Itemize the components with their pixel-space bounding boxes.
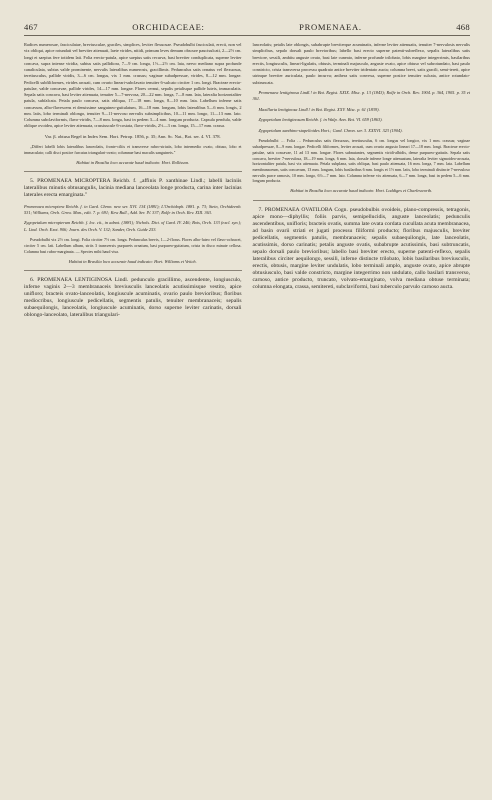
species-synonyms-5: Zygopetalum micropterum Reichb. f. loc. cit., in adnot. (1881); Nichols. Dict. of Gard. IV. 246; Bois, Orch. 133 (excl. syn.); L. Lind. Orch. Exot. 906; Journ. des Orch. V. 132; Sander, Orch. Guide 253. — [24, 220, 242, 232]
species-heading-5: 5. PROMENAEA MICROPTERA Reichb. f. „affinis P. xanthinae Lindl.; labelli laciniis lateralibus minutis obtusangulis, lacinia mediana lanceolata longe producta, carina inter lacinias laterales erecta emarginata." — [24, 178, 242, 199]
page-number-left: 467 — [24, 22, 38, 32]
species-heading-7: 7. PROMENAEA OVATILOBA Cogn. pseudobulbis ovoideis, plano-compressis, tetragonis, apice mono—diphyllis; foliis parvis, semipellucidis, anguste lanceolatis; pedunculis ascendentibus, unifloris; bracteis ovatis, summa late ovata cordata cucullata acuta membranacea, ad basin ovarii striati et jugati processu filiformi producto; floribus majusculis, breviter pedicellatis, segmentis patulis, membranaceis; sepalis subaequilongis, late lanceolatis, acutissimis, dorso carinatis; petalis anguste ovatis, subabrupte acutissimis, basi subtruncatis, sepalo dorsali paulo brevioribus; labello basi breviter erecto, superne patenti-reflexo, sepalis lateralibus circiter aequilongo, sessili, inferne distincte trilobato, lobis basilaribus breviusculis, erectis, obtusis, margine leviter undulatis, lobo terminali amplo, anguste ovato, apice abrupte obtusiusculo, basi valde constricto, margine integerrimo non undulato, callo basilari transverso, carnoso, antice producto, truncato, volvato-emarginato, volva mediana obtuse terminata; columna elongata, crassa, semitereti, subclaviformi, basi tuberculo parvulo carnoso aucta. — [252, 206, 470, 290]
section-divider — [253, 200, 471, 201]
right-column — [253, 42, 471, 323]
header-title-left: ORCHIDACEAE: — [132, 22, 205, 32]
species-synonym-6b: Zygopetalum lentiginosum Reichb. f. in Walp. Ann. Bot. VI. 659 (1863). — [258, 117, 383, 123]
left-column — [24, 42, 242, 323]
species-description-5: Pseudobulbi vix 2½ cm. longi. Folia circiter 7½ cm. longa. Pedunculus brevis, 1—2-florus. Flores albo-luteo vel flavo-ochracei, circiter 5 cm. lati. Labellum album, striis 3 transversis purpureis ornatum, basi purpureo-guttatum, crista in disco minute cellosa. Columna basi rubro-marginata. — Species mihi haud visa. — [24, 237, 242, 254]
variety-reference: Var. β. obtusa Regel in Index Sem. Hort. Petrop. 1856, p. 35; Ann. Sc. Nat., Bot. ser. 4. VI. 378. — [44, 133, 221, 139]
habitat-note-5: Habitat in Brasilia loco accurate haud indicato: Hort. Williams et Veitch. — [68, 258, 197, 264]
text-columns — [24, 42, 470, 323]
species-synonym-6c: Zygopetalum xanthino-stapelioides Hort.; Gard. Chron. ser. 3. XXXVI. 323 (1904). — [258, 127, 403, 133]
habitat-note: Habitat in Brasilia loco accurate haud indicato: Hort. Rollisson. — [76, 160, 190, 166]
species-diagnosis-continued: lanceolatis; petalis late oblongis, subabrupte breviterque acuminatis, inferne leviter attenuatis, tenuiter 7-nervulosis nervulis simplicibus, sepalo dorsali paulo brevioribus; labello basi erecto superne patenti-subreflexo, sepalis lateralibus satis breviore, sessili, ambitu anguste ovato, basi late cuneato, inferne profunde trilobato, lobis margine integerrimis, basilaribus erectis, longiusculis, lineari-ligulatis, obtusis, terminali majusculo, anguste ovato, apice obtuso vel subrotundato, basi paulo constricto, crista transversa processu quadrato antice breviter tridentato aucta; columna brevi, satis gracili, semi-tereti, apice utrinque breviter auriculata, paulo incurva; anthera satis convexa, superne postice tenuiter sulcata, antice rotundato-subtruncata. — [252, 42, 470, 85]
page-number-right: 468 — [456, 22, 470, 32]
section-divider — [24, 270, 242, 271]
species-synonym-6a: Maxillaria lentiginosa Lindl.! in Bot. Regist. XXV. Misc. p. 61 (1839). — [258, 106, 380, 112]
species-description-6: Pseudobulbi … Folia … Pedunculus satis flexuosus, teretiusculus, 6 cm. longus vel longior, vix 1 mm. crassus; vaginae subadpressae, 8—9 mm. longae. Pedicelli filiformes, leviter arcuati, cum ovario angusto lineari 17—18 mm. longi. Bracteae erecto-patulae, satis concavae, 11 ad 13 mm. longae. Flores subnutantes, segmentis viridi-albidis, dense purpureo-guttatis. Sepala satis concava, breviter 7-nervulosa, 18—19 mm. longa, 6 mm. lata, dorsale inferne longe attenuatum, lateralia leviter sigmoideo-arcuata, horizontaliter patula, basi vix attenuata. Petala subplana, satis obliqua, basi paulo attenuata, 16 mm. longa, 7 mm. lata. Labellum membranaceum, satis concavum, 13 mm. longum, lobis basilaribus 6 mm. longis et 1½ mm. latis, lobo terminali distincte 7-nervuloso nervulis parce ramosis, 10 mm. longo, 6½—7 mm. lato. Columna inferne vix attenuata, 6—7 mm. longa, basi in pedem 5—6 mm. longum producta. — [252, 138, 470, 184]
species-references-6: Promenaea lentiginosa Lindl.! in Bot. Regist. XXIX. Misc. p. 13 (1843); Rolfe in Orch. Rev. 1904. p. 364, 1905. p. 35 et 361. — [252, 90, 470, 102]
species-heading-6: 6. PROMENAEA LENTIGINOSA Lindl. pedunculo gracillimo, ascendente, longiusculo, inferne vaginis 2—3 membranaceis breviusculis lanceolatis acutissimisque vestito, apice unifloro; bracteis ovato-lanceolatis, longiuscule acuminatis, ovario paulo brevioribus; floribus mediocribus, longiuscule pedicellatis, segmentis patulis, tenuiter membranaceis; sepalis subaequilongis, lanceolatis, longiuscule acuminatis, dorso superne leviter carinatis, dorsali oblongo-lanceolato, lateralibus triangulari- — [24, 276, 242, 318]
variety-description: „Differt labelli lobis lateralibus lanceolatis, fronte-ciliis et transverse rubro-striatis, lobo intermedio ovato, obtuso, lobo et immaculato; calli disci postice furcatus triangulari-ovato; columnae basi maculis sanguineis." — [24, 144, 242, 156]
description-paragraph: Radices numerosae, fasciculatae, breviusculae, graciles, simplices, leviter flexuosae. Pseudobulbi fasciculati, erecti, non vel vix obliqui, apice rotundati vel breviter attenuati, laete virides, nitidi, primum leves demum obscure paucisulcati, 2—2½ cm. longi et saepius fere totidem lati. Folia erecto-patula, apice saepius satis recurva, basi breviter conduplicata, superne leviter concava, supra intense viridia, subtus satis pallidiora, 7—9 cm. longa, 1½—2½ cm. lata, nervo mediano supra profunde canaliculata, subtus valde prominente, nervulis lateralibus numerosis, gracillimis. Pedunculus satis ornatus vel flexuosus, teretiusculus, pallide viridis, 3—6 cm. longus, vix 1 mm. crassus; vaginae subadpressae, virides, 8—12 mm. longae. Pedicelli subfiliformes, virides arcuati, cum ovario lineari-subclavato tenuiter 6-sulcato circiter 1 cm. longi. Bracteae erecto-patulae, valde concavae, pallide virides, 14—17 mm. longae. Flores cernui, sepalis petalisque pallide luteis, immaculatis. Sepala satis concava, basi leviter attenuata, tenuiter 5—7-nervosa, 20—22 mm. longa, 7—8 mm. lata, lateralia horizontaliter patula, subfalcata. Petala paulo concava, satis obliqua, 17—18 mm. longa, 8—10 mm. lata. Labellum inferne satis concavum, albo-flavescens et densissime sanguineo-guttulatum, 16—18 mm. longum, lobis lateralibus 5—6 mm. longis, 2 mm. latis, lobo terminali oblongo, tenuiter 9—11-nervoso nervulis subsimplicibus, 10—11 mm. longo, 11—13 mm. lato. Columna subclaviformis, flavo-viridis, 7—8 mm. longa, basi in pedem 3—4 mm. longum producta. Capsula pendula, valde oblique ovoidea, apice leviter attenuata, crassiuscule 6-costata, flavo-viridis, 2½—3 cm. longa, 15—17 mm. crassa. — [24, 42, 242, 129]
section-divider — [24, 171, 242, 172]
header-title-right: PROMENAEA. — [299, 22, 362, 32]
running-header — [24, 22, 470, 36]
habitat-note-6: Habitat in Brasilia loco accurate haud indicato: Hort. Loddiges et Charlesworth. — [290, 188, 433, 194]
species-references-5: Promenaea microptera Reichb. f. in Gard. Chron. new ser. XVI. 134 (1881); L'Orchidoph. 1881. p. 73; Stein, Orchideenb. 531; Williams, Orch. Grow. Man., edit. 7. p. 691; Kew Bull., Add. Ser. IV. 337; Rolfe in Orch. Rev. XIII. 363. — [24, 203, 242, 215]
